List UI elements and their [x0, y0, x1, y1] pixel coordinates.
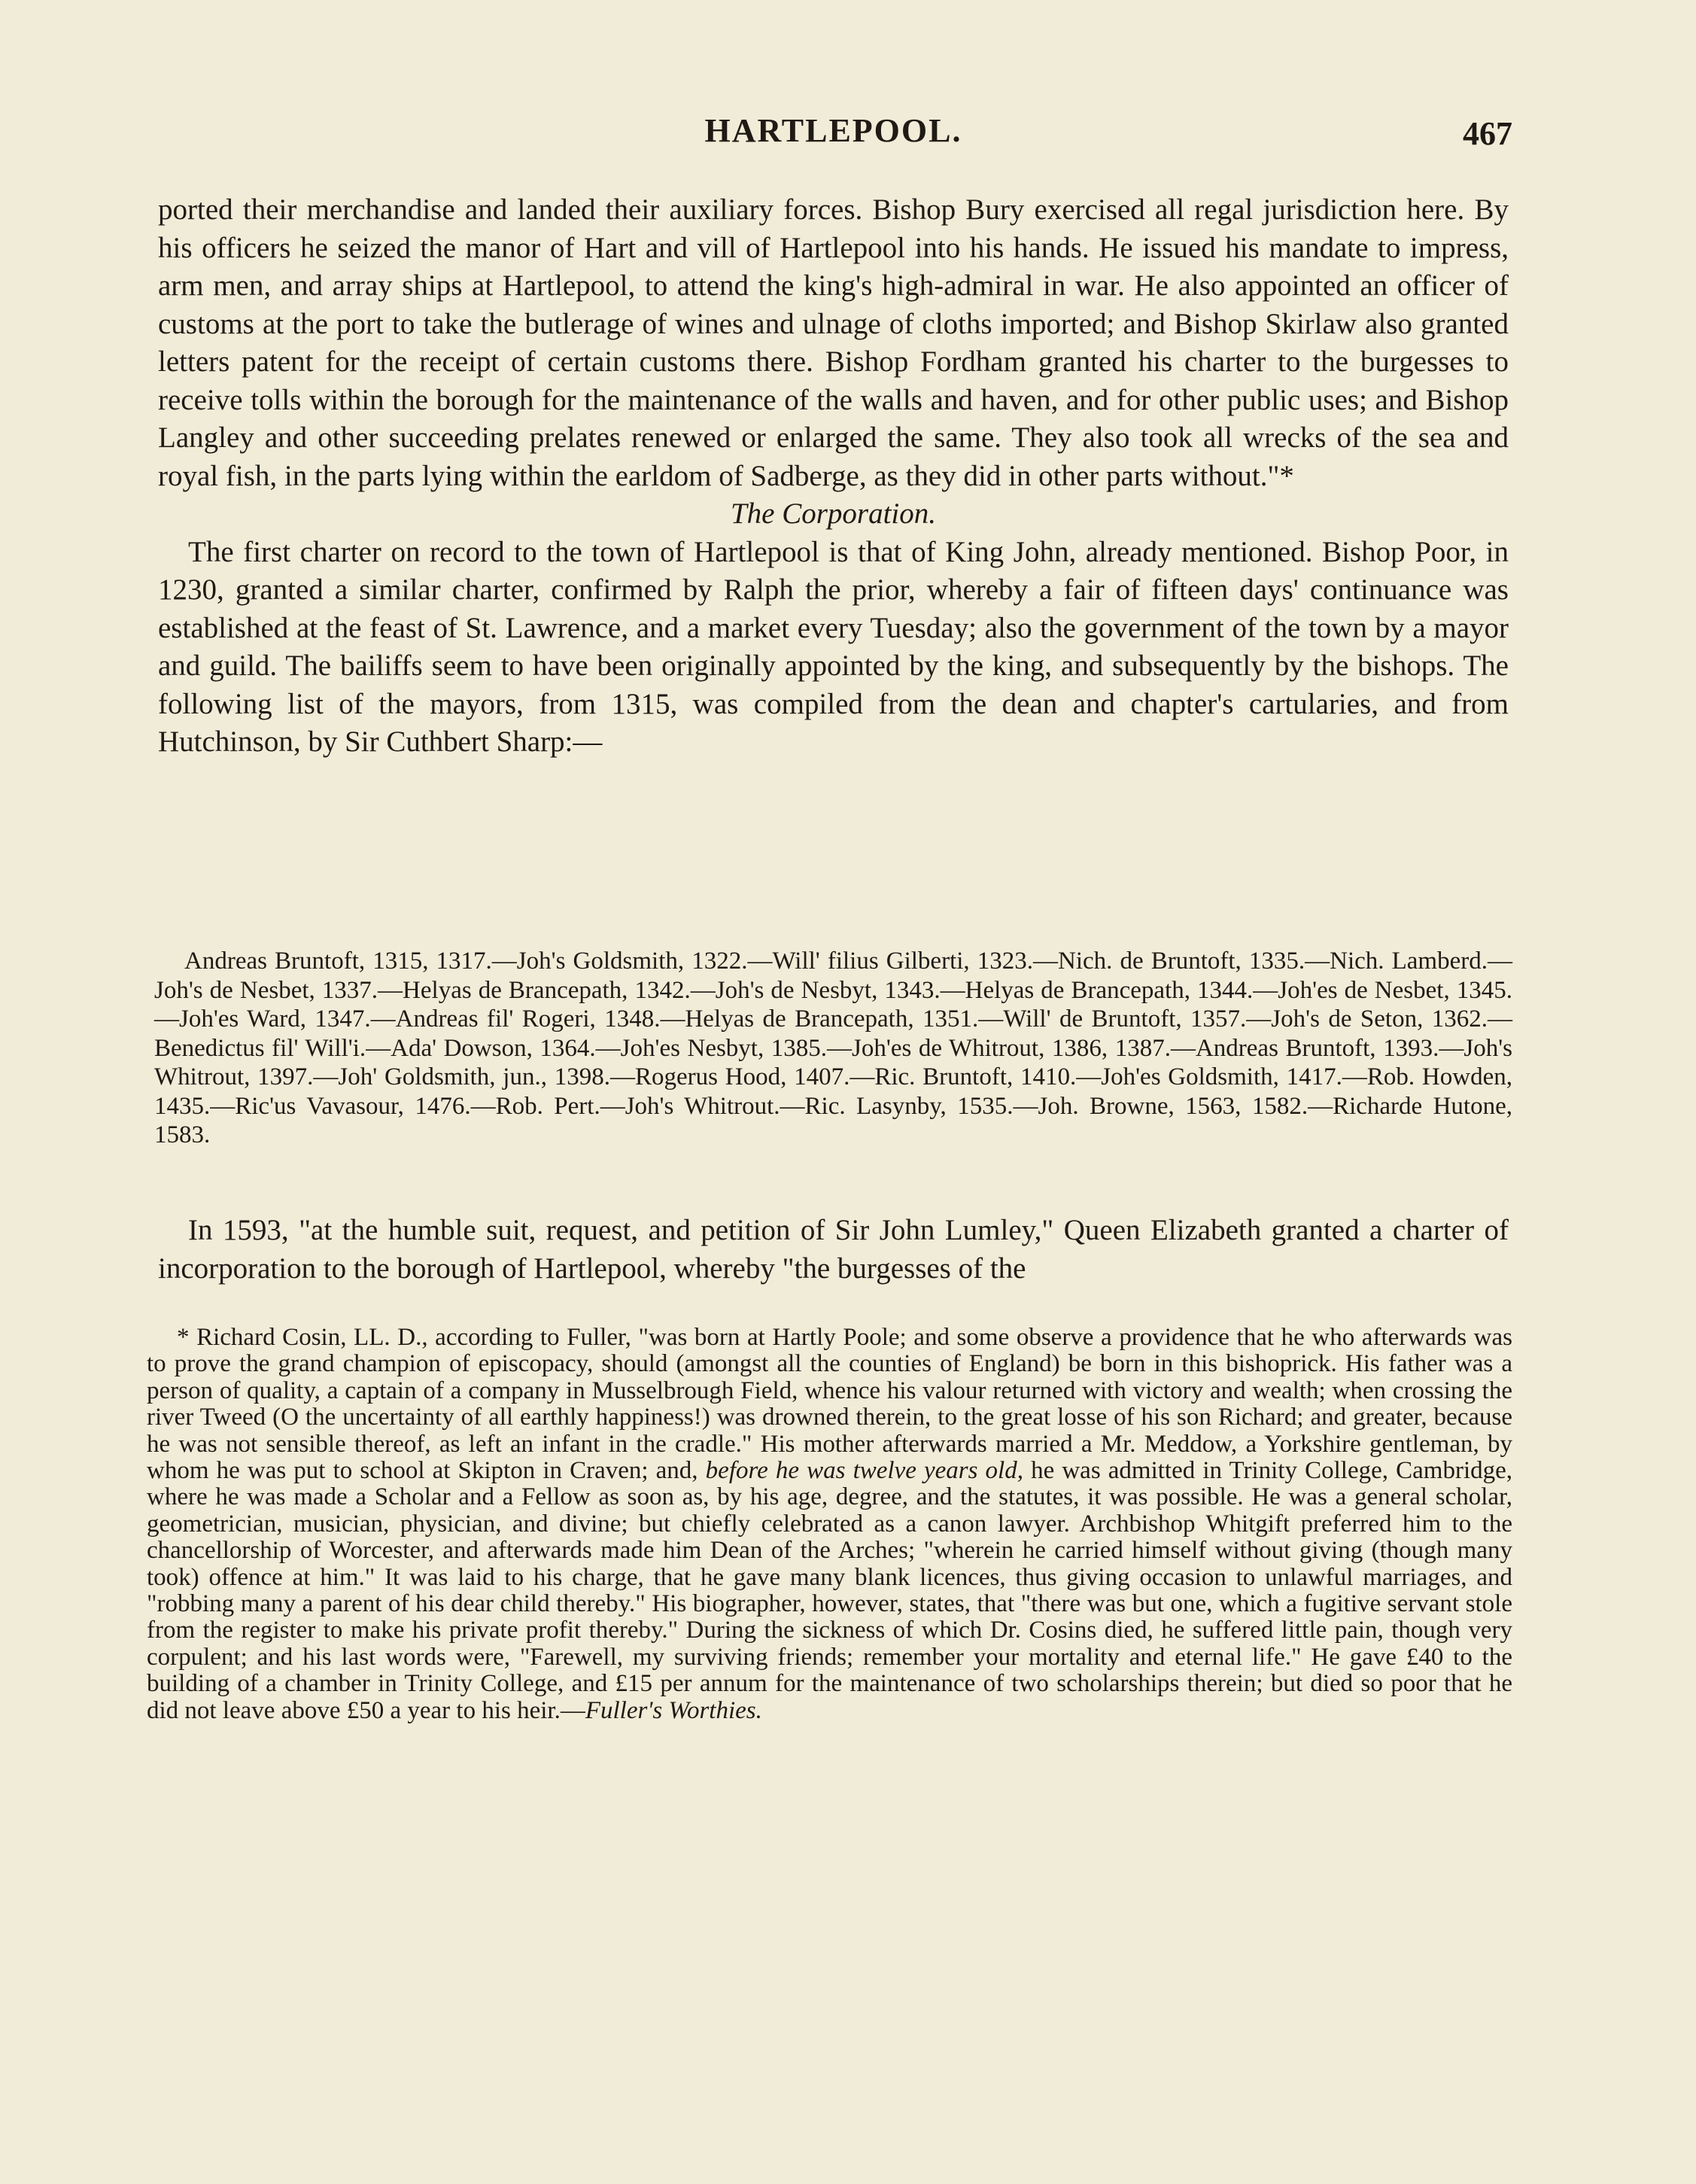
running-title: HARTLEPOOL. — [704, 112, 962, 149]
footnote-italic-phrase: before he was twelve years old, — [705, 1457, 1023, 1485]
footnote-source: Fuller's Worthies. — [585, 1696, 762, 1724]
main-text — [158, 191, 1509, 762]
mayors-list: Andreas Bruntoft, 1315, 1317.—Joh's Goldsmith, 1322.—Will' filius Gilberti, 1323.—Nich. de Bruntoft, 1335.—Nich. Lamberd.—Joh's de Nesbet, 1337.—Helyas de Brancepath, 1342.—Joh's de Nesbyt, 1343.—Helyas de Brancepath, 1344.—Joh'es de Nesbet, 1345.—Joh'es Ward, 1347.—Andreas fil' Rogeri, 1348.—Helyas de Brancepath, 1351.—Will' de Bruntoft, 1357.—Joh's de Seton, 1362.—Benedictus fil' Will'i.—Ada' Dowson, 1364.—Joh'es Nesbyt, 1385.—Joh'es de Whitrout, 1386, 1387.—Andreas Bruntoft, 1393.—Joh's Whitrout, 1397.—Joh' Goldsmith, jun., 1398.—Rogerus Hood, 1407.—Ric. Bruntoft, 1410.—Joh'es Goldsmith, 1417.—Rob. Howden, 1435.—Ric'us Vavasour, 1476.—Rob. Pert.—Joh's Whitrout.—Ric. Lasynby, 1535.—Joh. Browne, 1563, 1582.—Richarde Hutone, 1583. — [154, 948, 1512, 1148]
paragraph-continuation: ported their merchandise and landed their auxiliary forces. Bishop Bury exercised all regal jurisdiction here. By his officers he seized the manor of Hart and vill of Hartlepool into his hands. He issued his mandate to impress, arm men, and array ships at Hartlepool, to attend the king's high-admiral in war. He also appointed an officer of customs at the port to take the butlerage of wines and ulnage of cloths imported; and Bishop Skirlaw also granted letters patent for the receipt of certain customs there. Bishop Fordham granted his charter to the burgesses to receive tolls within the borough for the maintenance of the walls and haven, and for other public uses; and Bishop Langley and other succeeding prelates renewed or enlarged the same. They also took all wrecks of the sea and royal fish, in the parts lying within the earldom of Sadberge, as they did in other parts without."* — [158, 193, 1509, 492]
section-heading: The Corporation. — [730, 497, 937, 530]
paragraph-charter-1593: In 1593, "at the humble suit, request, and petition of Sir John Lumley," Queen Elizabeth granted a charter of incorporation to the borough of Hartlepool, whereby "the burgesses of the — [158, 1214, 1509, 1285]
footnote-text-part-2: he was admitted in Trinity College, Cambridge, where he was made a Scholar and a Fellow as soon as, by his age, degree, and the statutes, it was possible. He was a general scholar, geometrician, musician, physician, and divine; but chiefly celebrated as a canon lawyer. Archbishop Whitgift preferred him to the chancellorship of Worcester, and afterwards made him Dean of the Arches; "wherein he carried himself without giving (though many took) offence at him." It was laid to his charge, that he gave many blank licences, thus giving occasion to unlawful marriages, and "robbing many a parent of his dear child thereby." His biographer, however, states, that "there was but one, which a fugitive servant stole from the register to make his private profit thereby." During the sickness of which Dr. Cosins died, he suffered little pain, though very corpulent; and his last words were, "Farewell, my surviving friends; remember your mortality and eternal life." He gave £40 to the building of a chamber in Trinity College, and £15 per annum for the maintenance of two scholarships therein; but died so poor that he did not leave above £50 a year to his heir.— — [147, 1457, 1513, 1724]
page-number: 467 — [1463, 115, 1512, 152]
footnote — [147, 1325, 1512, 1724]
paragraph-corporation: The first charter on record to the town of Hartlepool is that of King John, already mentioned. Bishop Poor, in 1230, granted a similar charter, confirmed by Ralph the prior, whereby a fair of fifteen days' continuance was established at the feast of St. Lawrence, and a market every Tuesday; also the government of the town by a mayor and guild. The bailiffs seem to have been originally appointed by the king, and subsequently by the bishops. The following list of the mayors, from 1315, was compiled from the dean and chapter's cartularies, and from Hutchinson, by Sir Cuthbert Sharp:— — [158, 535, 1509, 758]
page-header — [154, 111, 1512, 164]
footnote-text-part-1: * Richard Cosin, LL. D., according to Fuller, "was born at Hartly Poole; and some observe a providence that he who afterwards was to prove the grand champion of episcopacy, should (amongst all the counties of England) be born in this bishoprick. His father was a person of quality, a captain of a company in Musselbrough Field, whence his valour returned with victory and wealth; when crossing the river Tweed (O the uncertainty of all earthly happiness!) was drowned therein, to the great losse of his son Richard; and greater, because he was not sensible thereof, as left an infant in the cradle." His mother afterwards married a Mr. Meddow, a Yorkshire gentleman, by whom he was put to school at Skipton in Craven; and, — [147, 1324, 1512, 1485]
